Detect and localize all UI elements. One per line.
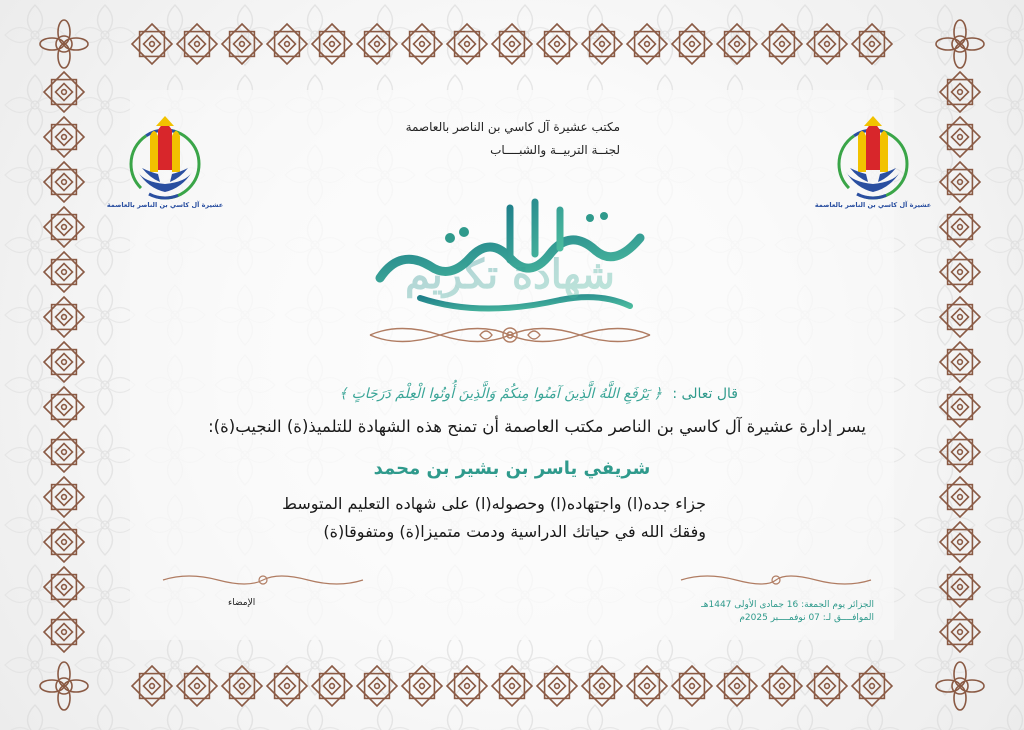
signature-ornament xyxy=(158,572,368,588)
border-tile xyxy=(762,24,802,64)
border-tile xyxy=(537,24,577,64)
border-tile xyxy=(402,24,442,64)
border-tile xyxy=(537,666,577,706)
verse-label: قال تعالى : xyxy=(672,386,738,402)
border-tile xyxy=(177,666,217,706)
border-tile xyxy=(852,666,892,706)
closing-wish: وفقك الله في حياتك الدراسية ودمت متميزا(ة) ومتفوقا(ة) xyxy=(323,522,706,541)
border-tile xyxy=(672,24,712,64)
border-tile xyxy=(852,24,892,64)
border-tile xyxy=(44,477,84,517)
border-tile xyxy=(222,24,262,64)
border-tile xyxy=(44,72,84,112)
border-tile xyxy=(132,24,172,64)
border-tile xyxy=(807,24,847,64)
border-tile xyxy=(940,522,980,562)
border-tile xyxy=(357,24,397,64)
border-tile xyxy=(44,252,84,292)
border-tile xyxy=(44,387,84,427)
corner-rosette xyxy=(936,662,984,710)
border-tile xyxy=(492,666,532,706)
border-tile xyxy=(447,24,487,64)
clan-logo-left xyxy=(106,112,224,212)
logo-caption: عشيرة آل كاسي بن الناصر بالعاصمة xyxy=(814,201,932,209)
clan-logo-right xyxy=(814,112,932,212)
border-tile xyxy=(940,342,980,382)
certificate-title xyxy=(360,188,660,328)
border-tile xyxy=(582,666,622,706)
border-tile xyxy=(44,117,84,157)
hijri-date: الجزائر يوم الجمعة: 16 جمادى الأولى 1447هـ xyxy=(701,600,874,610)
logo-emblem xyxy=(131,116,199,198)
border-tile xyxy=(44,162,84,202)
border-tile xyxy=(940,117,980,157)
border-tile xyxy=(44,567,84,607)
border-tile xyxy=(940,567,980,607)
certificate-title-text: شهادة تكريم xyxy=(405,251,615,298)
border-tile xyxy=(447,666,487,706)
border-tile xyxy=(492,24,532,64)
border-tile xyxy=(940,252,980,292)
border-tile xyxy=(44,612,84,652)
border-tile xyxy=(940,162,980,202)
border-tile xyxy=(132,666,172,706)
border-tile xyxy=(940,207,980,247)
border-tile xyxy=(672,666,712,706)
border-tile xyxy=(177,24,217,64)
quran-verse xyxy=(339,386,738,402)
border-tile xyxy=(940,297,980,337)
border-tile xyxy=(222,666,262,706)
signature-label: الإمضاء xyxy=(228,598,256,608)
border-tile xyxy=(312,666,352,706)
border-tile xyxy=(44,342,84,382)
border-tile xyxy=(940,387,980,427)
border-tile xyxy=(940,72,980,112)
border-tile xyxy=(717,666,757,706)
award-reason: جزاء جده(ا) واجتهاده(ا) وحصوله(ا) على شهاده التعليم المتوسط xyxy=(282,494,706,513)
border-tile xyxy=(44,297,84,337)
award-statement: يسر إدارة عشيرة آل كاسي بن الناصر مكتب العاصمة أن تمنح هذه الشهادة للتلميذ(ة) النجيب(ة): xyxy=(208,417,866,436)
corner-rosette xyxy=(40,20,88,68)
border-tile xyxy=(44,522,84,562)
border-tile xyxy=(312,24,352,64)
logo-emblem xyxy=(839,116,907,198)
student-name: شريفي ياسر بن بشير بن محمد xyxy=(373,458,651,479)
border-tile xyxy=(762,666,802,706)
border-tile xyxy=(627,666,667,706)
border-tile xyxy=(267,666,307,706)
corner-rosette xyxy=(936,20,984,68)
border-tile xyxy=(807,666,847,706)
corner-rosette xyxy=(40,662,88,710)
border-tile xyxy=(717,24,757,64)
gregorian-date: الموافــــق لـ: 07 نوفمــــبر 2025م xyxy=(739,613,874,623)
border-tile xyxy=(940,612,980,652)
logo-caption: عشيرة آل كاسي بن الناصر بالعاصمة xyxy=(106,201,224,209)
verse-text: ﴿ يَرْفَعِ اللَّهُ الَّذِينَ آمَنُوا مِنكُمْ وَالَّذِينَ أُوتُوا الْعِلْمَ دَرَجَاتٍ ﴾ xyxy=(338,386,662,402)
border-tile xyxy=(402,666,442,706)
border-tile xyxy=(267,24,307,64)
office-name: مكتب عشيرة آل كاسي بن الناصر بالعاصمة xyxy=(405,120,620,134)
border-tile xyxy=(357,666,397,706)
border-tile xyxy=(44,207,84,247)
title-ornament xyxy=(360,320,660,350)
date-ornament xyxy=(676,572,876,588)
border-tile xyxy=(582,24,622,64)
border-tile xyxy=(940,477,980,517)
committee-name: لجنــة التربيــة والشبــــاب xyxy=(490,143,620,157)
border-tile xyxy=(627,24,667,64)
